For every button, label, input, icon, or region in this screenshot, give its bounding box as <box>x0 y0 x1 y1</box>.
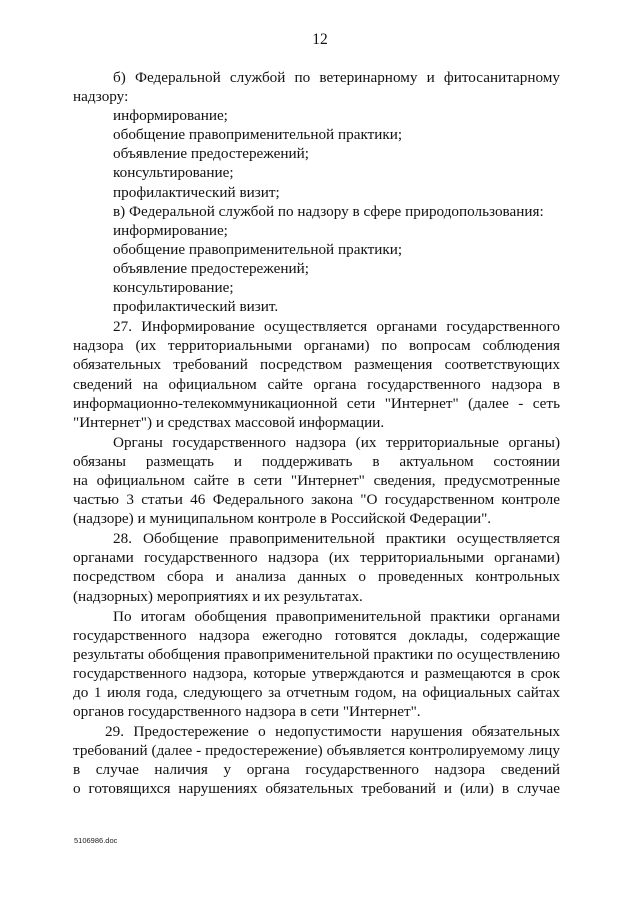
paragraph-line: По итогам обобщения правоприменительной практики органами <box>113 607 560 625</box>
text-line: объявление предостережений; <box>113 259 309 277</box>
text-line: информирование; <box>113 107 228 125</box>
paragraph-line: на официальном сайте в сети "Интернет" сведения, предусмотренные <box>73 471 560 489</box>
paragraph-line: частью 3 статьи 46 Федерального закона "О государственном контроле <box>73 491 560 509</box>
text-line: профилактический визит. <box>113 298 279 316</box>
text-line: консультирование; <box>113 279 234 297</box>
paragraph-28-line: (надзорных) мероприятиях и их результатах. <box>73 587 363 605</box>
page-number: 12 <box>312 31 328 48</box>
paragraph-27-line: информационно-телекоммуникационной сети "Интернет" (далее - сеть <box>73 394 560 412</box>
document-body <box>73 68 560 799</box>
paragraph-line: государственного надзора, которые утверждаются и размещаются в срок <box>73 664 560 682</box>
paragraph-28-line: органами государственного надзора (их территориальными органами) <box>73 549 560 567</box>
paragraph-27-line: надзора (их территориальными органами) по вопросам соблюдения <box>73 337 560 355</box>
text-line: объявление предостережений; <box>113 145 309 163</box>
text-line: обобщение правоприменительной практики; <box>113 240 403 258</box>
text-line: в) Федеральной службой по надзору в сфере природопользования: <box>113 202 544 220</box>
text-line: информирование; <box>113 221 228 239</box>
paragraph-29-line: требований (далее - предостережение) объявляется контролируемому лицу <box>73 742 560 760</box>
text-line: обобщение правоприменительной практики; <box>113 126 403 144</box>
paragraph-27-line: 27. Информирование осуществляется органами государственного <box>113 318 560 336</box>
paragraph-28-line: 28. Обобщение правоприменительной практики осуществляется <box>113 530 560 548</box>
text-line: консультирование; <box>113 164 234 182</box>
paragraph-line: результаты обобщения правоприменительной практики по осуществлению <box>73 645 560 663</box>
text-line: профилактический визит; <box>113 183 280 201</box>
paragraph-line: обязаны размещать и поддерживать в актуальном состоянии <box>73 452 560 470</box>
paragraph-line: до 1 июля года, следующего за отчетным годом, на официальных сайтах <box>73 684 560 701</box>
paragraph-29-line: в случае наличия у органа государственного надзора сведений <box>73 761 560 779</box>
paragraph-27-line: сведений на официальном сайте органа государственного надзора в <box>73 375 560 393</box>
paragraph-line: Органы государственного надзора (их территориальные органы) <box>113 433 560 451</box>
paragraph-line: органов государственного надзора в сети "Интернет". <box>73 703 421 721</box>
paragraph-28-line: посредством сбора и анализа данных о проведенных контрольных <box>73 568 560 586</box>
paragraph-line: государственного надзора ежегодно готовятся доклады, содержащие <box>73 626 560 644</box>
paragraph-29-line: 29. Предостережение о недопустимости нарушения обязательных <box>105 723 560 741</box>
text-line: б) Федеральной службой по ветеринарному и фитосанитарному <box>113 69 560 86</box>
file-name-footer: 5106986.doc <box>74 836 118 845</box>
paragraph-27-line: обязательных требований посредством размещения соответствующих <box>73 356 560 374</box>
paragraph-line: (надзоре) и муниципальном контроле в Российской Федерации". <box>73 510 492 528</box>
paragraph-27-line: "Интернет") и средствах массовой информации. <box>73 413 385 431</box>
text-line: надзору: <box>73 88 129 106</box>
paragraph-29-line: о готовящихся нарушениях обязательных требований и (или) в случае <box>73 780 560 798</box>
